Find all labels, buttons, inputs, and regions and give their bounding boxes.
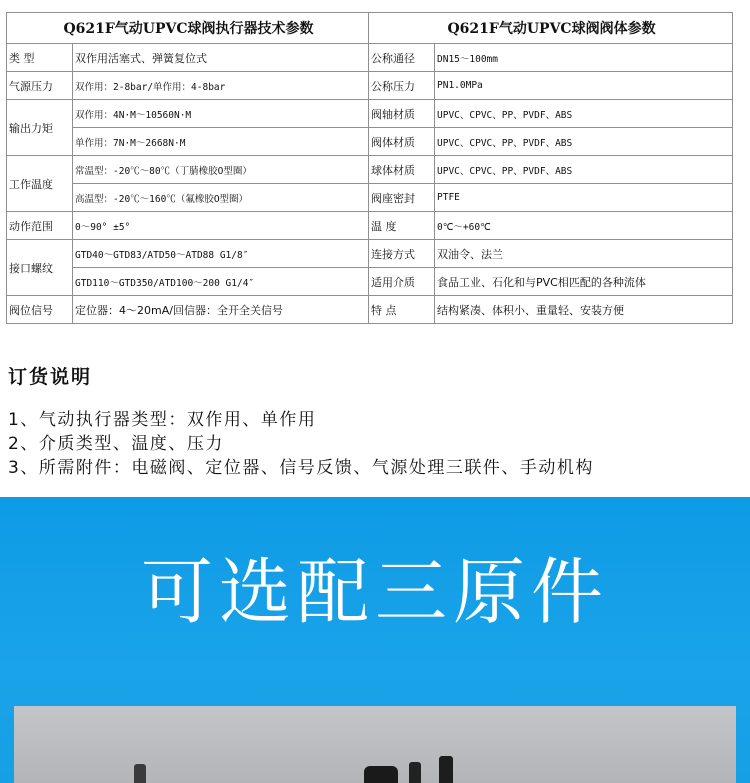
- banner-title: 可选配三原件: [140, 550, 609, 634]
- list-item: 2、介质类型、温度、压力: [8, 434, 224, 454]
- row-value: PTFE: [435, 184, 733, 212]
- optional-components-banner: [0, 497, 750, 783]
- spec-table: [6, 12, 733, 324]
- row-value: 0℃～+60℃: [435, 212, 733, 240]
- row-label: 阀体材质: [369, 128, 435, 156]
- table-row: [7, 100, 733, 128]
- row-value: UPVC、CPVC、PP、PVDF、ABS: [435, 156, 733, 184]
- row-label: 公称压力: [369, 72, 435, 100]
- row-label: 输出力矩: [7, 100, 73, 156]
- row-value: 双油令、法兰: [435, 240, 733, 268]
- row-label: 特 点: [369, 296, 435, 324]
- row-label: 工作温度: [7, 156, 73, 212]
- photo-fitting: [134, 764, 146, 783]
- order-instructions-title: 订货说明: [8, 366, 93, 388]
- row-label: 适用介质: [369, 268, 435, 296]
- row-value: 高温型：-20℃～160℃（氟橡胶O型圈）: [73, 184, 369, 212]
- table-row: [7, 296, 733, 324]
- row-label: 阀轴材质: [369, 100, 435, 128]
- row-label: 公称通径: [369, 44, 435, 72]
- order-instructions-list: [8, 408, 594, 480]
- valve-body-spec-header: Q621F气动UPVC球阀阀体参数: [369, 13, 733, 44]
- row-label: 温 度: [369, 212, 435, 240]
- row-value: 双作用活塞式、弹簧复位式: [73, 44, 369, 72]
- list-item: 1、气动执行器类型：双作用、单作用: [8, 410, 317, 430]
- table-row: [7, 268, 733, 296]
- table-row: [7, 72, 733, 100]
- row-label: 阀座密封: [369, 184, 435, 212]
- row-value: 定位器：4～20mA/回信器：全开全关信号: [73, 296, 369, 324]
- row-label: 类 型: [7, 44, 73, 72]
- row-value: 单作用：7N·M～2668N·M: [73, 128, 369, 156]
- photo-fitting: [439, 756, 453, 783]
- row-value: GTD110～GTD350/ATD100～200 G1/4″: [73, 268, 369, 296]
- row-value: UPVC、CPVC、PP、PVDF、ABS: [435, 128, 733, 156]
- row-value: UPVC、CPVC、PP、PVDF、ABS: [435, 100, 733, 128]
- row-label: 接口螺纹: [7, 240, 73, 296]
- row-value: 食品工业、石化和与PVC相匹配的各种流体: [435, 268, 733, 296]
- table-row: [7, 184, 733, 212]
- row-value: GTD40～GTD83/ATD50～ATD88 G1/8″: [73, 240, 369, 268]
- row-label: 动作范围: [7, 212, 73, 240]
- photo-fitting: [409, 762, 421, 783]
- table-row: [7, 240, 733, 268]
- row-value: PN1.0MPa: [435, 72, 733, 100]
- row-value: DN15～100mm: [435, 44, 733, 72]
- row-value: 双作用：2-8bar/单作用：4-8bar: [73, 72, 369, 100]
- row-label: 球体材质: [369, 156, 435, 184]
- product-photo: [14, 706, 736, 783]
- spec-header-row: [7, 13, 733, 44]
- table-row: [7, 156, 733, 184]
- table-row: [7, 44, 733, 72]
- list-item: 3、所需附件：电磁阀、定位器、信号反馈、气源处理三联件、手动机构: [8, 458, 594, 478]
- row-value: 双作用：4N·M～10560N·M: [73, 100, 369, 128]
- photo-fitting: [364, 766, 398, 783]
- table-row: [7, 128, 733, 156]
- table-row: [7, 212, 733, 240]
- row-label: 阀位信号: [7, 296, 73, 324]
- row-label: 气源压力: [7, 72, 73, 100]
- row-value: 常温型：-20℃～80℃（丁腈橡胶O型圈）: [73, 156, 369, 184]
- row-label: 连接方式: [369, 240, 435, 268]
- row-value: 结构紧凑、体积小、重量轻、安装方便: [435, 296, 733, 324]
- actuator-spec-header: Q621F气动UPVC球阀执行器技术参数: [7, 13, 369, 44]
- row-value: 0～90° ±5°: [73, 212, 369, 240]
